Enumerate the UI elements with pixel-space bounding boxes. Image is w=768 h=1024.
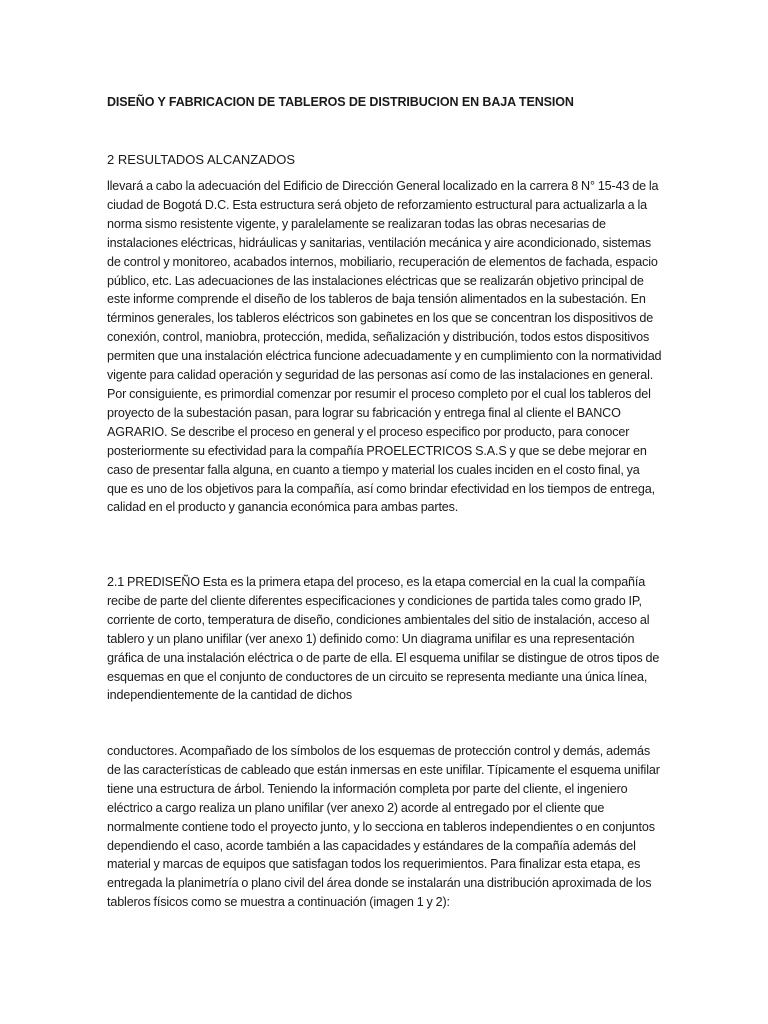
document-title: DISEÑO Y FABRICACION DE TABLEROS DE DISTRIBUCION EN BAJA TENSION (107, 95, 574, 109)
section-heading: 2 RESULTADOS ALCANZADOS (107, 152, 296, 167)
body-paragraph-conductores: conductores. Acompañado de los símbolos de los esquemas de protección control y demás, además de las características de cableado que están inmersas en este unifilar. Típicamente el esquema unifilar tiene una estructura de árbol. Teniendo la información completa por parte del cliente, el ingeniero eléctrico a cargo realiza un plano unifilar (ver anexo 2) acorde al entregado por el cliente que normalmente contiene todo el proyecto junto, y lo secciona en tableros independientes o en conjuntos dependiendo el caso, acorde también a las capacidades y estándares de la compañía además del material y marcas de equipos que satisfagan todos los requerimientos. Para finalizar esta etapa, es entregada la planimetría o plano civil del área donde se instalarán una distribución aproximada de los tableros físicos como se muestra a continuación (imagen 1 y 2): (107, 744, 660, 910)
body-paragraph-prediseno: 2.1 PREDISEÑO Esta es la primera etapa del proceso, es la etapa comercial en la cual la compañía recibe de parte del cliente diferentes especificaciones y condiciones de partida tales como grado IP, corriente de corto, temperatura de diseño, condiciones ambientales del sitio de instalación, acceso al tablero y un plano unifilar (ver anexo 1) definido como: Un diagrama unifilar es una representación gráfica de una instalación eléctrica o de parte de ella. El esquema unifilar se distingue de otros tipos de esquemas en que el conjunto de conductores de un circuito se representa mediante una única línea, independientemente de la cantidad de dichos (107, 575, 660, 703)
body-paragraph-results: llevará a cabo la adecuación del Edificio de Dirección General localizado en la carrera 8 N° 15-43 de la ciudad de Bogotá D.C. Esta estructura será objeto de reforzamiento estructural para actualizarla a la norma sismo resistente vigente, y paralelamente se realizaran todas las obras necesarias de instalaciones eléctricas, hidráulicas y sanitarias, ventilación mecánica y aire acondicionado, sistemas de control y monitoreo, acabados internos, mobiliario, recuperación de elementos de fachada, espacio público, etc. Las adecuaciones de las instalaciones eléctricas que se realizarán objetivo principal de este informe comprende el diseño de los tableros de baja tensión alimentados en la subestación. En términos generales, los tableros eléctricos son gabinetes en los que se concentran los dispositivos de conexión, control, maniobra, protección, medida, señalización y distribución, todos estos dispositivos permiten que una instalación eléctrica funcione adecuadamente y en cumplimiento con la normatividad vigente para calidad operación y seguridad de las personas así como de las instalaciones en general. Por consiguiente, es primordial comenzar por resumir el proceso completo por el cual los tableros del proyecto de la subestación pasan, para lograr su fabricación y entrega final al cliente el BANCO AGRARIO. Se describe el proceso en general y el proceso especifico por producto, para conocer posteriormente su efectividad para la compañía PROELECTRICOS S.A.S y que se debe mejorar en caso de presentar falla alguna, en cuanto a tiempo y material los cuales inciden en el costo final, ya que es uno de los objetivos para la compañía, así como brindar efectividad en los tiempos de entrega, calidad en el producto y ganancia económica para ambas partes. (107, 179, 662, 515)
